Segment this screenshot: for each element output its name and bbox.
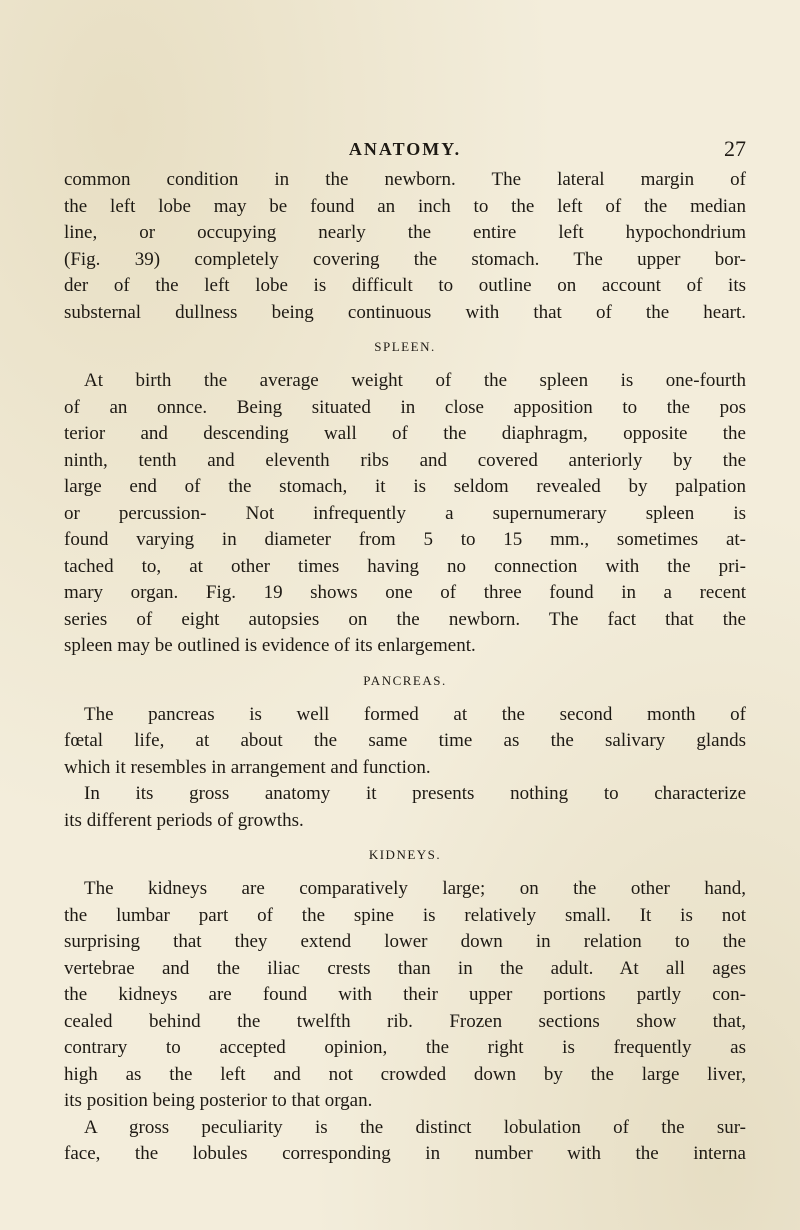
text-line: ninth, tenth and eleventh ribs and covered anteriorly by the (64, 449, 746, 471)
text-line: vertebrae and the iliac crests than in the adult. At all ages (64, 957, 746, 979)
text-line: its position being posterior to that organ. (64, 1090, 373, 1111)
spleen-paragraph (64, 368, 746, 660)
text-line: terior and descending wall of the diaphragm, opposite the (64, 423, 746, 444)
text-line: substernal dullness being continuous with that of the heart. (64, 301, 746, 323)
text-line: high as the left and not crowded down by the large liver, (64, 1063, 746, 1085)
text-line: In its gross anatomy it presents nothing to characterize (84, 783, 746, 804)
text-line: the kidneys are found with their upper portions partly con- (64, 984, 746, 1005)
text-line: large end of the stomach, it is seldom revealed by palpation (64, 476, 746, 497)
text-line: spleen may be outlined is evidence of its enlargement. (64, 635, 476, 656)
text-line: A gross peculiarity is the distinct lobulation of the sur- (84, 1116, 746, 1138)
text-line: (Fig. 39) completely covering the stomach. The upper bor- (64, 248, 746, 270)
running-head (64, 136, 746, 163)
spleen-heading: SPLEEN. (374, 339, 436, 354)
text-line: contrary to accepted opinion, the right is frequently as (64, 1037, 746, 1058)
text-line: mary organ. Fig. 19 shows one of three found in a recent (64, 582, 746, 603)
text-line: At birth the average weight of the spleen is one-fourth (84, 370, 746, 391)
text-line: common condition in the newborn. The lateral margin of (64, 169, 746, 190)
text-line: series of eight autopsies on the newborn. The fact that the (64, 608, 746, 630)
text-line: found varying in diameter from 5 to 15 mm., sometimes at- (64, 529, 746, 550)
text-line: line, or occupying nearly the entire left hypochondrium (64, 222, 746, 243)
text-line: cealed behind the twelfth rib. Frozen sections show that, (64, 1010, 746, 1032)
text-line: surprising that they extend lower down in relation to the (64, 931, 746, 952)
text-line: or percussion- Not infrequently a supernumerary spleen is (64, 502, 746, 524)
text-line: tached to, at other times having no connection with the pri- (64, 555, 746, 577)
page-number: 27 (724, 136, 746, 161)
body-text (64, 167, 746, 1168)
text-line: fœtal life, at about the same time as the salivary glands (64, 730, 746, 751)
text-line: which it resembles in arrangement and function. (64, 756, 431, 778)
running-title: ANATOMY. (348, 139, 462, 159)
kidneys-paragraph (64, 876, 746, 1168)
text-line: its different periods of growths. (64, 809, 304, 831)
text-line: der of the left lobe is difficult to outline on account of its (64, 275, 746, 296)
text-line: the left lobe may be found an inch to the left of the median (64, 195, 746, 217)
kidneys-heading: KIDNEYS. (368, 847, 442, 862)
pancreas-paragraph (64, 702, 746, 835)
text-line: The kidneys are comparatively large; on the other hand, (84, 878, 746, 899)
liver-paragraph (64, 167, 746, 326)
text-line: The pancreas is well formed at the second month of (84, 703, 746, 725)
text-line: of an onnce. Being situated in close apposition to the pos (64, 396, 746, 418)
pancreas-heading: PANCREAS. (363, 672, 447, 688)
text-line: the lumbar part of the spine is relatively small. It is not (64, 904, 746, 926)
text-line: face, the lobules corresponding in number with the interna (64, 1143, 746, 1164)
